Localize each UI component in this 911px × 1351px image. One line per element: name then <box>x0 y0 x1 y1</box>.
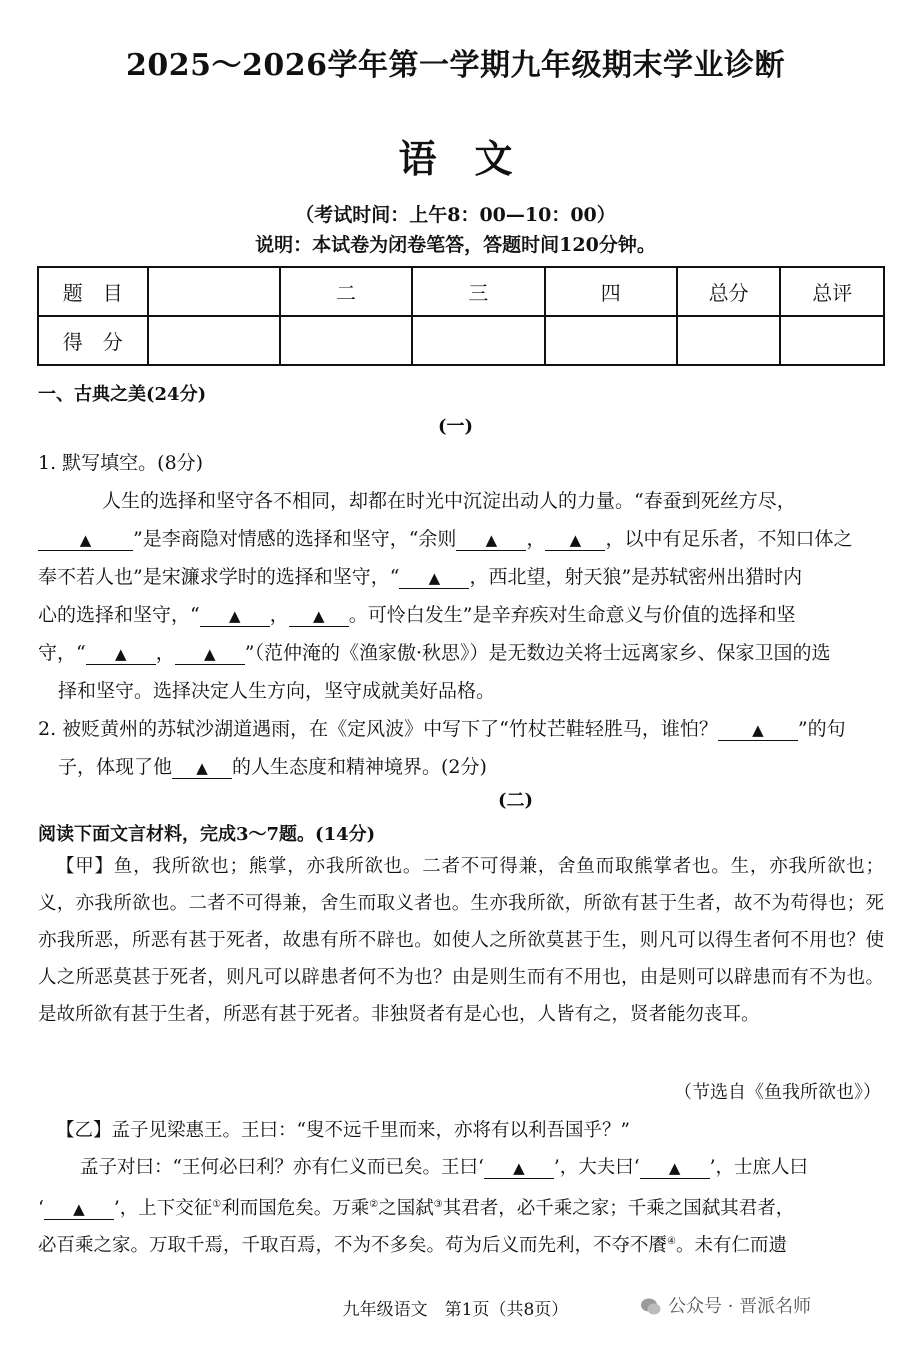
subject-title: 语文 <box>398 136 551 181</box>
answer-blank[interactable]: ▲ <box>545 529 605 551</box>
exam-title: 2025～2026学年第一学期九年级期末学业诊断 <box>126 48 785 83</box>
cell-label: 题 目 <box>38 267 148 316</box>
part-heading-1: (一) <box>437 416 474 437</box>
page-footer: 九年级语文 第1页（共8页） <box>342 1300 569 1320</box>
answer-blank[interactable]: ▲ <box>289 605 349 627</box>
q2-line-1: 2. 被贬黄州的苏轼沙湖道遇雨，在《定风波》中写下了“竹杖芒鞋轻胜马，谁怕？ ▲ ”的句 <box>38 718 846 740</box>
answer-blank[interactable]: ▲ <box>399 567 469 589</box>
passage-jia-source: （节选自《鱼我所欲也》） <box>674 1082 881 1103</box>
reading-stem: 阅读下面文言材料，完成3～7题。(14分) <box>38 824 376 845</box>
q1-line-1: 人生的选择和坚守各不相同，却都在时光中沉淀出动人的力量。“春蚕到死丝方尽， <box>102 490 796 512</box>
watermark: 公众号 · 晋派名师 <box>640 1292 811 1318</box>
passage-jia: 【甲】鱼，我所欲也；熊掌，亦我所欲也。二者不可得兼，舍鱼而取熊掌者也。生，亦我所欲也；义，亦我所欲也。二者不可得兼，舍生而取义者也。生亦我所欲，所欲有甚于生者，故不为苟得也；死亦我所恶，所恶有甚于死者，故患有所不辟也。如使人之所欲莫甚于生，则凡可以得生者何不用也？使人之所恶莫甚于死者，则凡可以辟患者何不为也？由是则生而有不用也，由是则可以辟患而有不为也。是故所欲有甚于生者，所恶有甚于死者。非独贤者有是心也，人皆有之，贤者能勿丧耳。 <box>38 856 884 1025</box>
exam-time: （考试时间：上午8：00—10：00） <box>295 204 616 226</box>
answer-blank[interactable]: ▲ <box>175 643 245 665</box>
score-cell[interactable] <box>780 316 884 365</box>
cell: 二 <box>280 267 412 316</box>
cell: 四 <box>545 267 677 316</box>
answer-blank[interactable]: ▲ <box>86 643 156 665</box>
passage-yi-line-2: 孟子对曰：“王何必曰利？亦有仁义而已矣。王曰‘ ▲ ’，大夫曰‘ ▲ ’，士庶人曰 <box>80 1157 808 1178</box>
passage-yi-line-1: 【乙】孟子见梁惠王。王曰：“叟不远千里而来，亦将有以利吾国乎？” <box>56 1120 630 1141</box>
score-table-row-header <box>38 267 884 316</box>
answer-blank[interactable]: ▲ <box>640 1158 710 1179</box>
passage-yi-line-3: ‘ ▲ ’，上下交征①利而国危矣。万乘②之国弑③其君者，必千乘之家；千乘之国弑其君者， <box>38 1198 795 1220</box>
answer-blank[interactable]: ▲ <box>38 529 133 551</box>
score-table <box>37 266 885 366</box>
q1-stem: 1. 默写填空。(8分) <box>38 452 204 474</box>
section-heading: 一、古典之美(24分) <box>38 384 207 405</box>
exam-note: 说明：本试卷为闭卷笔答，答题时间120分钟。 <box>255 234 656 256</box>
passage-yi-line-4: 必百乘之家。万取千焉，千取百焉，不为不多矣。苟为后义而先利，不夺不餍④。未有仁而遗 <box>38 1235 787 1257</box>
answer-blank[interactable]: ▲ <box>172 757 232 779</box>
cell: 三 <box>412 267 544 316</box>
answer-blank[interactable]: ▲ <box>484 1158 554 1179</box>
wechat-icon <box>640 1296 662 1318</box>
q1-line-4: 心的选择和坚守，“ ▲ ， ▲ 。可怜白发生”是辛弃疾对生命意义与价值的选择和坚 <box>38 604 796 626</box>
score-table-row-score <box>38 316 884 365</box>
q1-line-5: 守，“ ▲ ， ▲ ”（范仲淹的《渔家傲·秋思》）是无数边关将士远离家乡、保家卫国的选 <box>38 642 831 664</box>
answer-blank[interactable]: ▲ <box>200 605 270 627</box>
answer-blank[interactable]: ▲ <box>718 719 798 741</box>
cell: 总评 <box>780 267 884 316</box>
score-cell[interactable] <box>677 316 781 365</box>
cell-label: 得 分 <box>38 316 148 365</box>
answer-blank[interactable]: ▲ <box>44 1199 114 1220</box>
q1-line-3: 奉不若人也”是宋濂求学时的选择和坚守，“ ▲ ，西北望，射天狼”是苏轼密州出猎时内 <box>38 566 803 588</box>
answer-blank[interactable]: ▲ <box>456 529 526 551</box>
q2-line-2: 子，体现了他 ▲ 的人生态度和精神境界。(2分) <box>58 756 487 778</box>
score-cell[interactable] <box>280 316 412 365</box>
score-cell[interactable] <box>545 316 677 365</box>
cell: 总分 <box>677 267 781 316</box>
cell <box>148 267 280 316</box>
q1-line-2: ▲ ”是李商隐对情感的选择和坚守，“余则 ▲ ， ▲ ，以中有足乐者，不知口体之 <box>38 520 884 558</box>
score-cell[interactable] <box>412 316 544 365</box>
q1-line-6: 择和坚守。选择决定人生方向，坚守成就美好品格。 <box>58 680 496 702</box>
score-cell[interactable] <box>148 316 280 365</box>
part-heading-2: (二) <box>497 790 534 811</box>
